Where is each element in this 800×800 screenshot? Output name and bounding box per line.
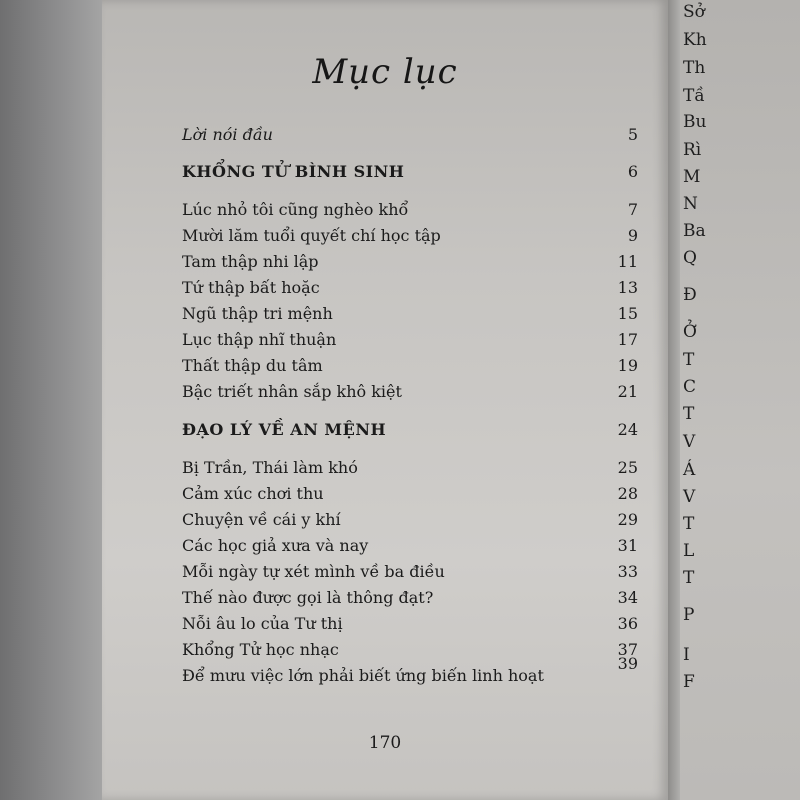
next-page-fragment: T xyxy=(683,568,695,588)
next-page-fragment: Th xyxy=(683,58,706,78)
toc-entry xyxy=(182,200,638,224)
toc-entry-page: 17 xyxy=(617,330,638,349)
next-page-fragment: M xyxy=(683,167,701,187)
next-page-fragment: I xyxy=(683,645,690,665)
toc-entry-page: 15 xyxy=(617,304,638,323)
next-page-fragment: V xyxy=(683,487,696,507)
toc-entry-title: Thế nào được gọi là thông đạt? xyxy=(182,588,434,607)
toc-entry-page: 6 xyxy=(627,162,638,181)
toc-entry-page: 36 xyxy=(617,614,638,633)
next-page-fragment: P xyxy=(683,605,695,625)
toc-entry-page: 24 xyxy=(617,420,638,439)
next-page-fragment: T xyxy=(683,350,695,370)
toc-entry-title: Lời nói đầu xyxy=(182,125,273,144)
toc-entry-title: KHỔNG TỬ BÌNH SINH xyxy=(182,162,405,181)
toc-entry-page: 25 xyxy=(617,458,638,477)
next-page-fragment: F xyxy=(683,672,695,692)
toc-entry xyxy=(182,330,638,354)
toc-entry-title: Chuyện về cái y khí xyxy=(182,510,341,529)
toc-entry-title: Bị Trần, Thái làm khó xyxy=(182,458,358,477)
toc-entry-title: Bậc triết nhân sắp khô kiệt xyxy=(182,382,402,401)
toc-entry-title: Để mưu việc lớn phải biết ứng biến linh hoạt xyxy=(182,666,544,685)
next-page-fragment: Rì xyxy=(683,140,702,160)
toc-entry-title: Tứ thập bất hoặc xyxy=(182,278,320,297)
toc-entry xyxy=(182,640,638,664)
book-page xyxy=(102,0,668,800)
next-page-fragment: Ở xyxy=(683,322,697,342)
book-left-edge xyxy=(0,0,102,800)
toc-entry-page: 31 xyxy=(617,536,638,555)
toc-entry-title: Thất thập du tâm xyxy=(182,356,323,375)
toc-entry-page: 13 xyxy=(617,278,638,297)
toc-entry xyxy=(182,458,638,482)
toc-entry xyxy=(182,588,638,612)
next-page-fragment: Đ xyxy=(683,285,697,305)
next-page-fragment: C xyxy=(683,377,697,397)
toc-entry-page: 34 xyxy=(617,588,638,607)
next-page-fragment: Q xyxy=(683,248,697,268)
toc-entry xyxy=(182,304,638,328)
toc-entry xyxy=(182,278,638,302)
toc-entry-title: Mỗi ngày tự xét mình về ba điều xyxy=(182,562,445,581)
toc-entry-title: Ngũ thập tri mệnh xyxy=(182,304,333,323)
book-gutter xyxy=(668,0,680,800)
page-number: 170 xyxy=(368,733,402,753)
toc-section-heading xyxy=(182,162,638,186)
toc-entry xyxy=(182,536,638,560)
next-page-fragment: Sở xyxy=(683,2,705,22)
next-page-fragment: Á xyxy=(683,460,696,480)
toc-entry-page: 39 xyxy=(617,654,638,673)
next-page-fragment: L xyxy=(683,541,695,561)
toc-entry xyxy=(182,484,638,508)
toc-entry xyxy=(182,510,638,534)
toc-entry-page: 7 xyxy=(627,200,638,219)
toc-entry xyxy=(182,562,638,586)
toc-entry-page: 37 xyxy=(617,640,638,659)
toc-entry-title: Mười lăm tuổi quyết chí học tập xyxy=(182,226,441,245)
next-page-fragment: Bu xyxy=(683,112,707,132)
toc-entry xyxy=(182,252,638,276)
toc-entry-title: Lúc nhỏ tôi cũng nghèo khổ xyxy=(182,200,409,219)
toc-entry-title: Các học giả xưa và nay xyxy=(182,536,369,555)
next-page-fragment: T xyxy=(683,514,695,534)
toc-entry-page: 21 xyxy=(617,382,638,401)
toc-entry-title: Tam thập nhi lập xyxy=(182,252,319,271)
toc-entry-page: 33 xyxy=(617,562,638,581)
next-page-fragment: N xyxy=(683,194,698,214)
toc-entry-title: Khổng Tử học nhạc xyxy=(182,640,339,659)
toc-entry xyxy=(182,654,638,690)
next-page-fragment: V xyxy=(683,432,696,452)
toc-entry-title: Lục thập nhĩ thuận xyxy=(182,330,337,349)
next-page-fragment: T xyxy=(683,404,695,424)
toc-entry xyxy=(182,382,638,406)
next-page-fragment: Ba xyxy=(683,221,706,241)
next-page-edge xyxy=(680,0,800,800)
toc-entry-page: 19 xyxy=(617,356,638,375)
toc-entry-page: 9 xyxy=(627,226,638,245)
toc-entry-title: Cảm xúc chơi thu xyxy=(182,484,324,503)
page-title: Mục lục xyxy=(312,52,458,92)
next-page-fragment: Kh xyxy=(683,30,707,50)
toc-entry-title: Nỗi âu lo của Tư thị xyxy=(182,614,343,633)
toc-entry-page: 28 xyxy=(617,484,638,503)
toc-entry xyxy=(182,356,638,380)
toc-entry-title: ĐẠO LÝ VỀ AN MỆNH xyxy=(182,420,387,439)
toc-entry xyxy=(182,226,638,250)
toc-entry xyxy=(182,614,638,638)
toc-entry-page: 29 xyxy=(617,510,638,529)
next-page-fragment: Tầ xyxy=(683,86,705,106)
toc-entry-page: 11 xyxy=(617,252,638,271)
toc-entry-page: 5 xyxy=(627,125,638,144)
toc-entry xyxy=(182,125,638,149)
toc-section-heading xyxy=(182,420,638,444)
